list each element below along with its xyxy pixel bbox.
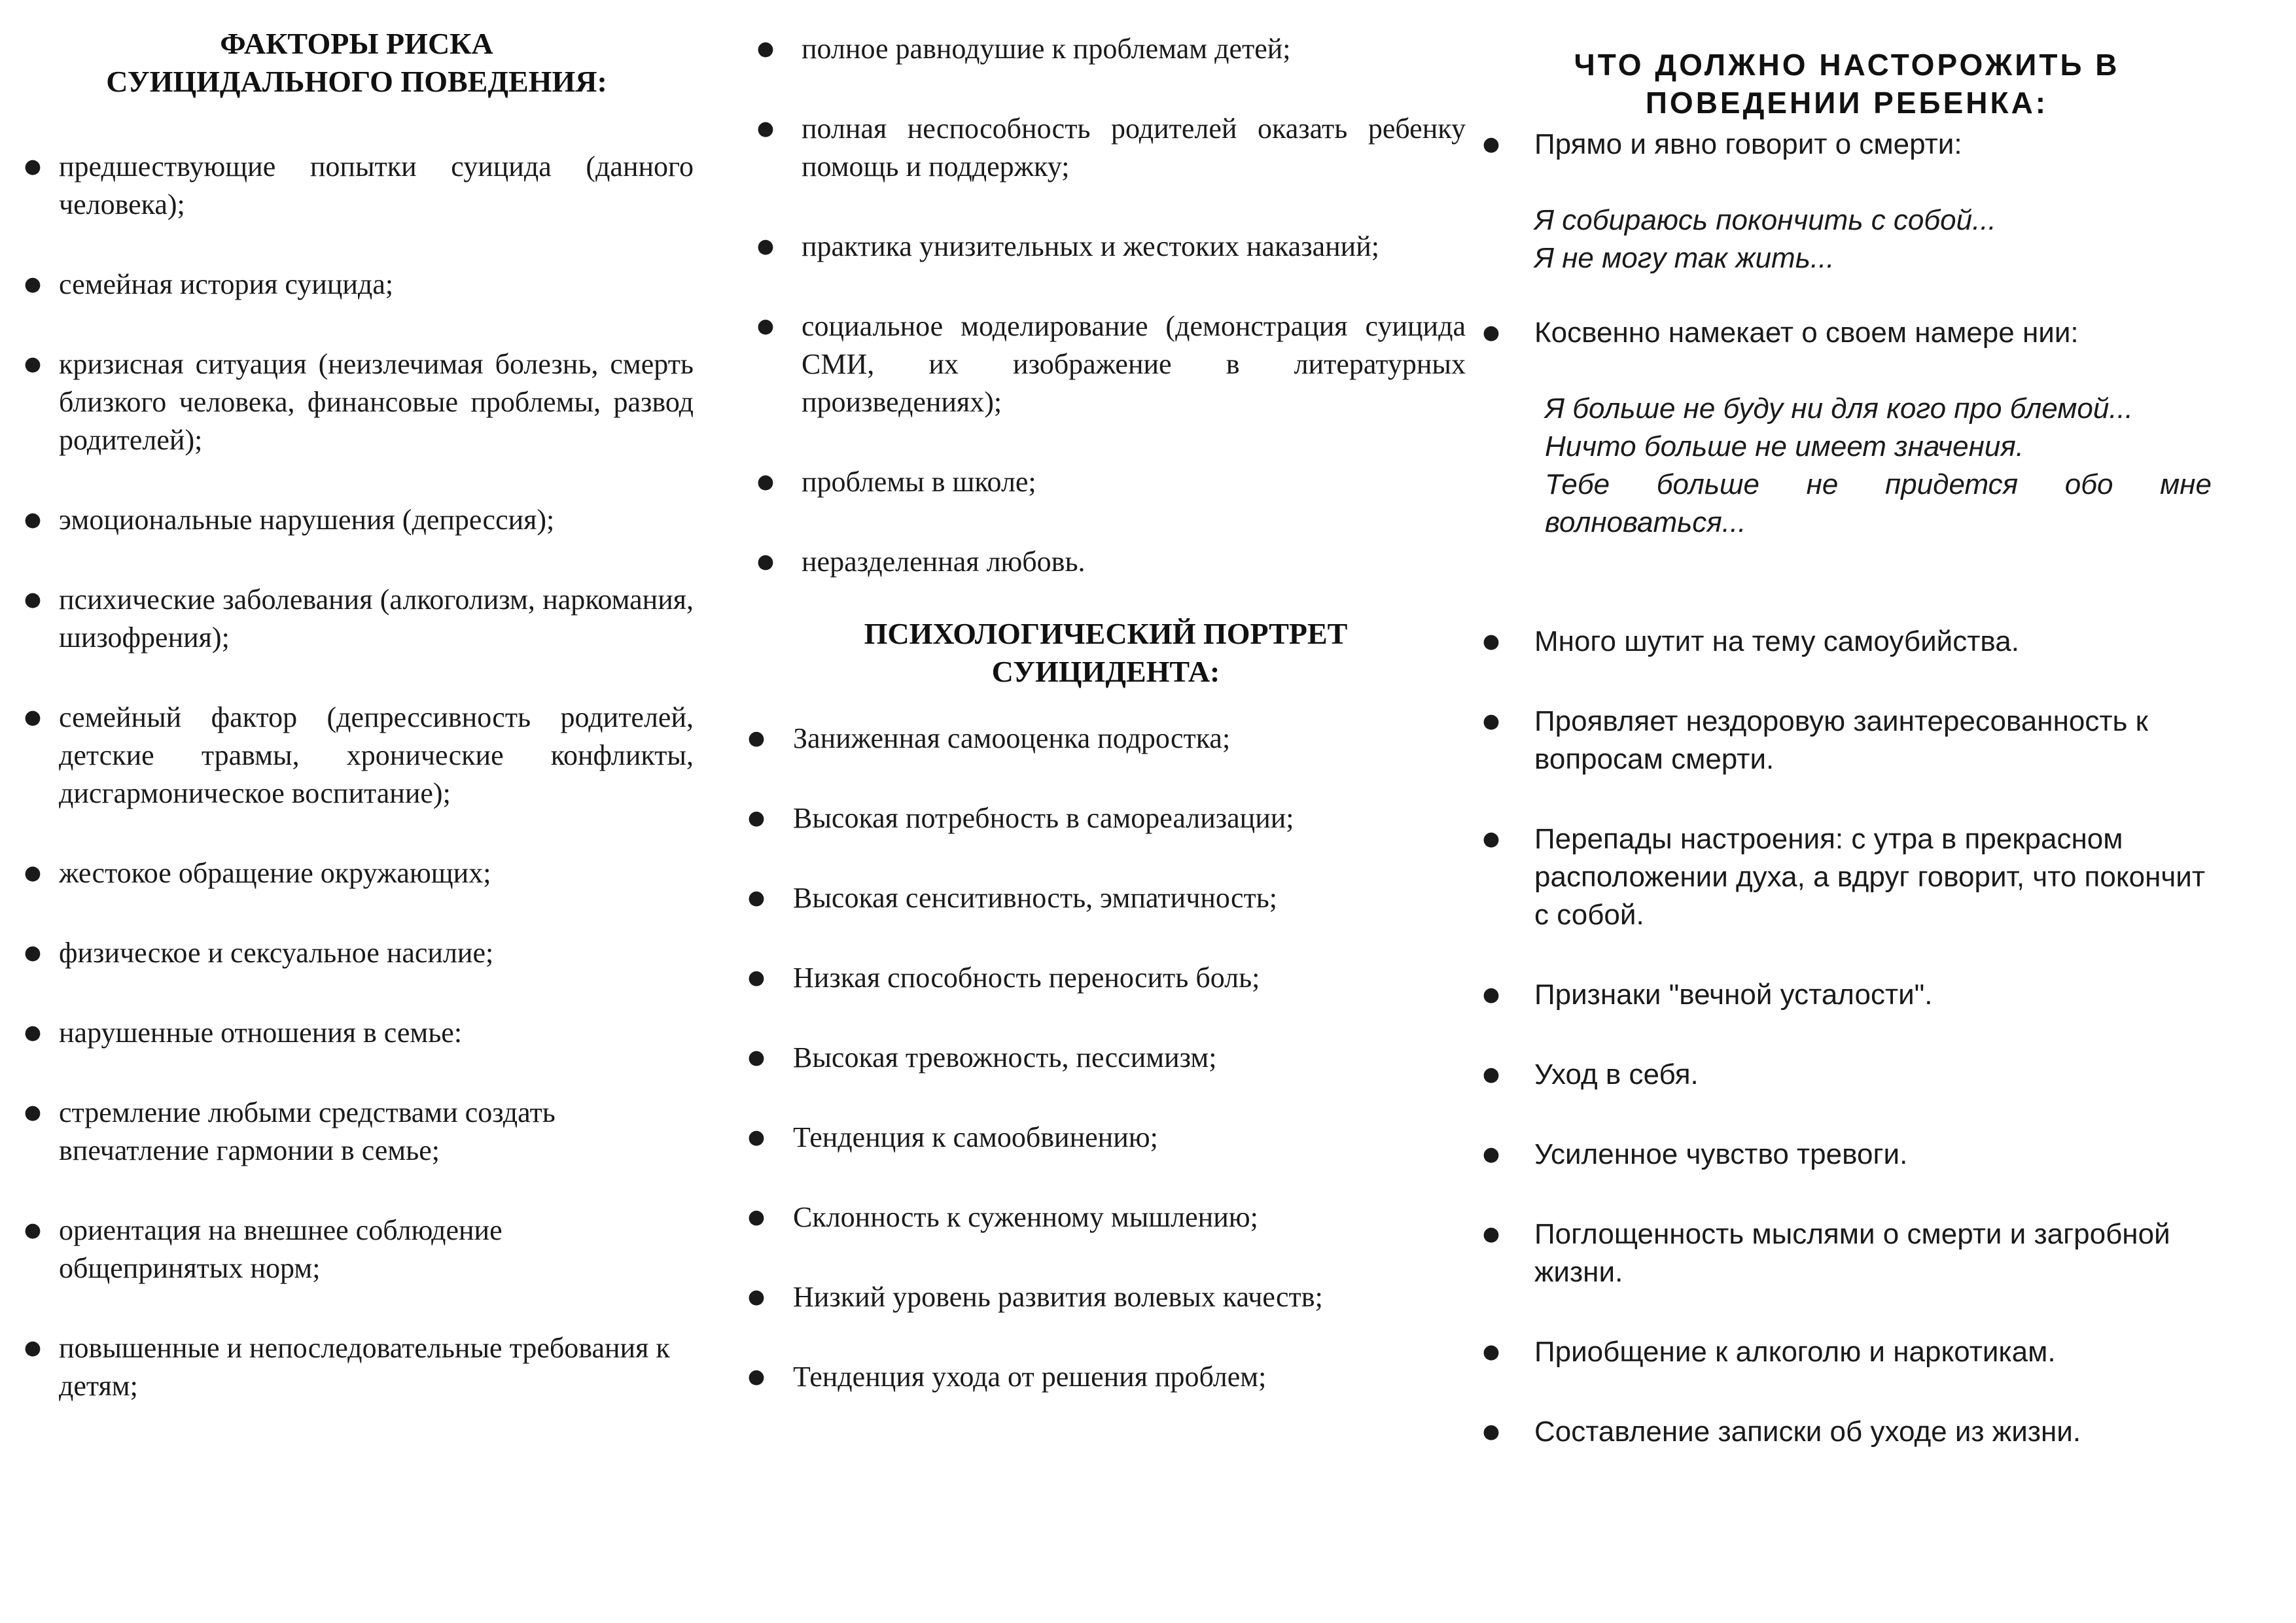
list-item: ● проблемы в школе; [746,463,1466,501]
list-item: ● жестокое обращение окружающих; [20,854,694,892]
portrait-heading [746,615,1466,691]
list-item [1482,126,2212,277]
bullet-icon: ● [24,1021,42,1044]
bullet-icon: ● [747,807,766,829]
list-item: ● физическое и сексуальное насилие; [20,934,694,972]
list-item: ● нарушенные отношения в семье: [20,1014,694,1052]
bullet-icon: ● [1482,321,1500,344]
bullet-icon: ● [24,706,42,729]
list-item: ● эмоциональные нарушения (депрессия); [20,501,694,539]
list-item: ● Высокая потребность в самореализации; [746,799,1466,837]
bullet-icon: ● [24,353,42,375]
bullet-icon: ● [24,588,42,611]
bullet-icon: ● [756,117,775,140]
bullet-icon: ● [747,1365,766,1388]
indirect-quote-2: Ничто больше не имеет значения. [1545,430,2024,462]
bullet-icon: ● [1482,1063,1500,1086]
bullet-icon: ● [747,886,766,909]
list-item: ● психические заболевания (алкоголизм, наркомания, шизофрения); [20,581,694,657]
bullet-icon: ● [756,315,775,338]
spacer [1534,164,2212,201]
list-item: ● социальное моделирование (демонстрация суицида СМИ, их изображение в литературных произведениях); [746,307,1466,421]
list-item: ● семейная история суицида; [20,266,694,304]
indirect-quotes [1545,390,2212,542]
bullet-icon: ● [1482,1420,1500,1443]
list-item: ● практика унизительных и жестоких наказаний; [746,228,1466,266]
list-item: ● Поглощенность мыслями о смерти и загробной жизни. [1482,1215,2212,1291]
direct-quote-2: Я не могу так жить... [1534,242,1835,274]
list-item: ● Составление записки об уходе из жизни. [1482,1413,2212,1451]
list-item: ● семейный фактор (депрессивность родителей, детские травмы, хронические конфликты, дисгармоническое воспитание); [20,699,694,812]
warning-signs-heading-line2: ПОВЕДЕНИИ РЕБЕНКА: [1645,86,2049,120]
bullet-icon: ● [24,155,42,178]
column-risk-factors [20,0,694,1447]
warning-signs-heading-line1: ЧТО ДОЛЖНО НАСТОРОЖИТЬ В [1574,48,2120,82]
list-item: ● кризисная ситуация (неизлечимая болезнь, смерть близкого человека, финансовые проблемы, развод родителей); [20,345,694,459]
list-item: ● полная неспособность родителей оказать ребенку помощь и поддержку; [746,110,1466,186]
bullet-icon: ● [756,470,775,493]
bullet-icon: ● [1482,1340,1500,1363]
risk-factors-heading-line1: ФАКТОРЫ РИСКА [220,27,493,60]
indirect-hint-label: Косвенно намекает о своем намере нии: [1534,317,2079,349]
risk-factors-continued-list [746,30,1466,581]
bullet-icon: ● [1482,710,1500,733]
portrait-heading-line1: ПСИХОЛОГИЧЕСКИЙ ПОРТРЕТ [864,617,1348,650]
warning-signs-list [1482,126,2212,1451]
portrait-list [746,720,1466,1396]
list-item: ● Проявляет нездоровую заинтересованность к вопросам смерти. [1482,703,2212,778]
list-item: ● Низкий уровень развития волевых качеств; [746,1278,1466,1316]
bullet-icon: ● [756,37,775,60]
list-item: ● Низкая способность переносить боль; [746,959,1466,997]
portrait-heading-line2: СУИЦИДЕНТА: [991,655,1220,688]
bullet-icon: ● [747,1046,766,1069]
list-item [1482,314,2212,542]
bullet-icon: ● [24,273,42,296]
bullet-icon: ● [1482,630,1500,653]
bullet-icon: ● [747,1126,766,1149]
direct-quote-1: Я собираюсь покончить с собой... [1534,204,1996,236]
bullet-icon: ● [24,508,42,531]
bullet-icon: ● [1482,828,1500,850]
risk-factors-heading [20,25,694,101]
list-item: ● ориентация на внешнее соблюдение общепринятых норм; [20,1212,694,1287]
bullet-icon: ● [24,941,42,964]
list-item: ● Признаки "вечной усталости". [1482,976,2212,1014]
bullet-icon: ● [747,1206,766,1229]
list-item: ● Много шутит на тему самоубийства. [1482,623,2212,661]
bullet-icon: ● [1482,1143,1500,1166]
list-item: ● полное равнодушие к проблемам детей; [746,30,1466,68]
list-item: ● стремление любыми средствами создать впечатление гармонии в семье; [20,1094,694,1170]
list-item: ● Приобщение к алкоголю и наркотикам. [1482,1333,2212,1371]
list-item: ● Заниженная самооценка подростка; [746,720,1466,758]
bullet-icon: ● [747,1285,766,1308]
bullet-icon: ● [24,1101,42,1124]
direct-talk-label: Прямо и явно говорит о смерти: [1534,128,1962,160]
bullet-icon: ● [24,862,42,884]
list-item: ● неразделенная любовь. [746,543,1466,581]
list-item: ● Склонность к суженному мышлению; [746,1198,1466,1236]
bullet-icon: ● [1482,1223,1500,1246]
list-item: ● предшествующие попытки суицида (данного человека); [20,148,694,224]
list-item: ● повышенные и непоследовательные требования к детям; [20,1329,694,1405]
list-item: ● Высокая тревожность, пессимизм; [746,1039,1466,1077]
bullet-icon: ● [24,1336,42,1359]
list-item: ● Уход в себя. [1482,1056,2212,1094]
list-item: ● Усиленное чувство тревоги. [1482,1136,2212,1174]
indirect-quote-4: волноваться... [1545,506,1746,538]
warning-signs-heading [1482,46,2212,122]
bullet-icon: ● [747,727,766,750]
list-item: ● Тенденция ухода от решения проблем; [746,1358,1466,1396]
list-item: ● Высокая сенситивность, эмпатичность; [746,879,1466,917]
risk-factors-heading-line2: СУИЦИДАЛЬНОГО ПОВЕДЕНИЯ: [106,65,607,98]
bullet-icon: ● [1482,133,1500,156]
list-item: ● Перепады настроения: с утра в прекрасном расположении духа, а вдруг говорит, что покончит с собой. [1482,820,2212,934]
indirect-quote-3: Тебе больше не придется обо мне [1545,468,2212,500]
list-item: ● Тенденция к самообвинению; [746,1119,1466,1157]
column-portrait [746,0,1466,1438]
risk-factors-list [20,148,694,1405]
column-warning-signs [1482,0,2212,1493]
bullet-icon: ● [1482,983,1500,1006]
bullet-icon: ● [747,966,766,989]
indirect-quote-1: Я больше не буду ни для кого про блемой... [1545,393,2134,425]
bullet-icon: ● [756,235,775,258]
bullet-icon: ● [24,1219,42,1242]
bullet-icon: ● [756,550,775,573]
